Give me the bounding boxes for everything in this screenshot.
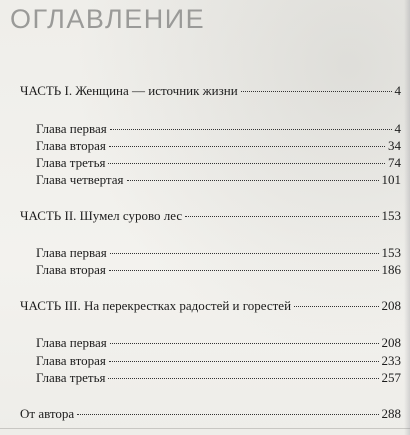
toc-page-number: 208 — [381, 335, 401, 350]
toc-page-number: 257 — [381, 370, 401, 385]
toc-page-number: 4 — [394, 83, 401, 98]
toc-label: Глава первая — [36, 335, 107, 350]
page-bottom-rule — [0, 428, 410, 429]
toc-leader-dots — [110, 343, 379, 344]
toc-label: Глава вторая — [36, 262, 106, 277]
toc-page-number: 186 — [381, 262, 401, 277]
toc-leader-dots — [294, 306, 378, 307]
toc-page-number: 4 — [394, 121, 401, 136]
toc-label: Глава первая — [36, 121, 107, 136]
toc-page-number: 288 — [381, 406, 401, 421]
toc-chapter — [36, 138, 401, 154]
toc-chapter — [36, 262, 401, 278]
toc-label: Глава третья — [36, 370, 106, 385]
toc-leader-dots — [110, 253, 379, 254]
toc-label: Глава вторая — [36, 353, 106, 368]
toc-label: Глава вторая — [36, 138, 106, 153]
toc-page-number: 101 — [381, 172, 401, 187]
toc-part-3 — [20, 298, 401, 314]
toc-leader-dots — [108, 378, 378, 379]
toc-page-number: 34 — [388, 138, 401, 153]
toc-leader-dots — [109, 270, 379, 271]
toc-chapter — [36, 245, 401, 261]
toc-leader-dots — [110, 129, 392, 130]
page-title: ОГЛАВЛЕНИЕ — [10, 4, 206, 34]
toc-leader-dots — [127, 180, 379, 181]
toc-page-number: 233 — [381, 353, 401, 368]
toc-page-number: 153 — [381, 245, 401, 260]
toc-chapter — [36, 335, 401, 351]
toc-chapter — [36, 353, 401, 369]
toc-label: Глава четвертая — [36, 172, 124, 187]
toc-leader-dots — [185, 216, 378, 217]
toc-author-note — [20, 406, 401, 422]
toc-label: ЧАСТЬ II. Шумел сурово лес — [20, 208, 183, 223]
toc-part-1 — [20, 83, 401, 99]
toc-chapter — [36, 370, 401, 386]
toc-leader-dots — [77, 414, 378, 415]
toc-chapter — [36, 172, 401, 188]
toc-page-number: 74 — [388, 155, 401, 170]
toc-part-2 — [20, 208, 401, 224]
toc-chapter — [36, 155, 401, 171]
toc-leader-dots — [109, 361, 379, 362]
toc-label: От автора — [20, 406, 75, 421]
toc-label: ЧАСТЬ I. Женщина — источник жизни — [20, 83, 238, 98]
toc-chapter — [36, 121, 401, 137]
toc-leader-dots — [241, 91, 392, 92]
toc-page-number: 208 — [381, 298, 401, 313]
toc-leader-dots — [108, 163, 385, 164]
toc-page-number: 153 — [381, 208, 401, 223]
toc-label: Глава третья — [36, 155, 106, 170]
toc-label: Глава первая — [36, 245, 107, 260]
toc-leader-dots — [109, 146, 385, 147]
page-edge-shadow — [404, 0, 410, 435]
toc-label: ЧАСТЬ III. На перекрестках радостей и горестей — [20, 298, 292, 313]
